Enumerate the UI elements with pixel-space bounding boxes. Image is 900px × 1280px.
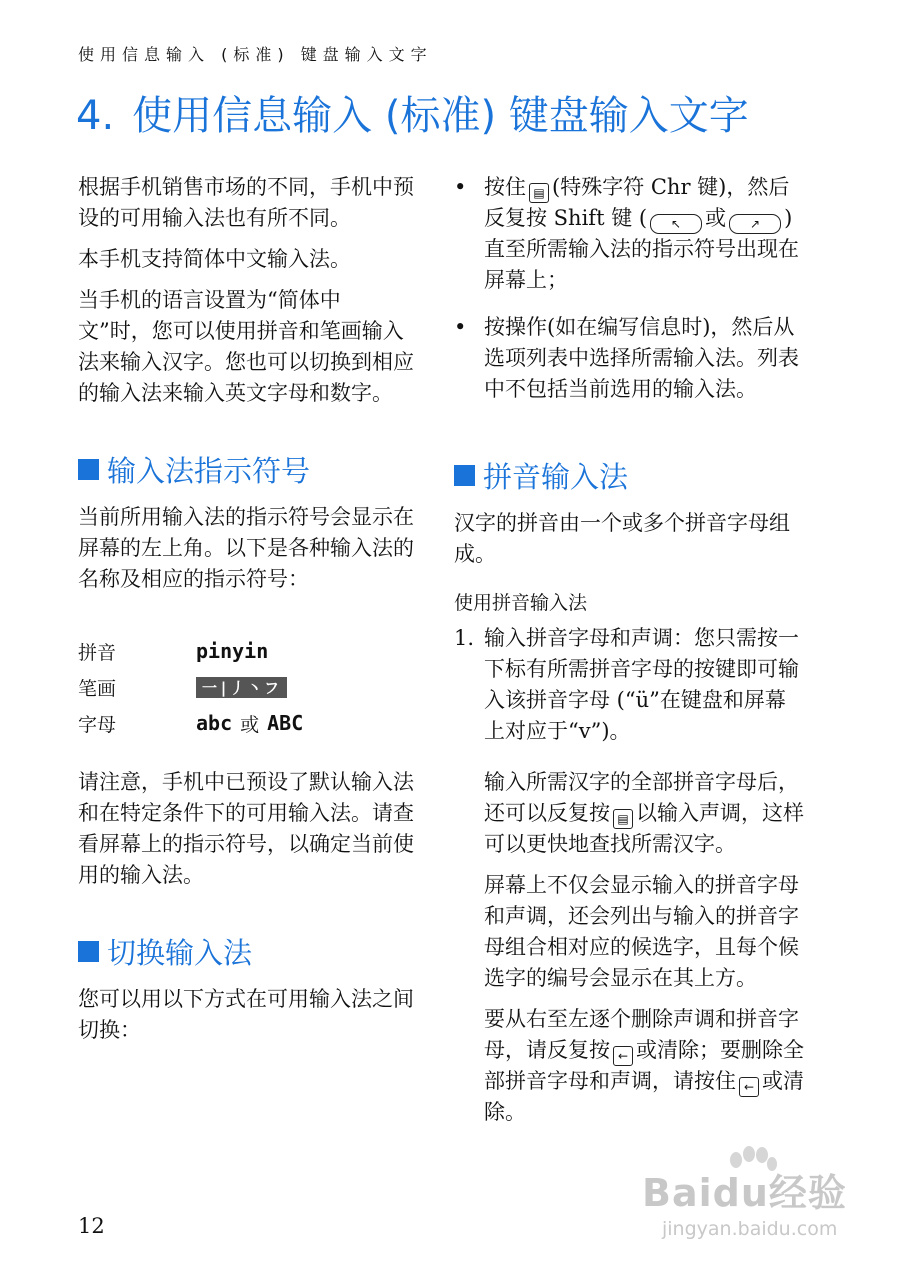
watermark-brand: Baidu经验 bbox=[642, 1171, 847, 1215]
backspace-key-icon: ← bbox=[739, 1077, 759, 1097]
section-title: 拼音输入法 bbox=[483, 460, 629, 494]
indicator-row bbox=[78, 669, 414, 705]
text-run: 按 bbox=[484, 315, 505, 339]
watermark-url: jingyan.baidu.com bbox=[662, 1218, 838, 1240]
text-run: 按住 bbox=[484, 175, 526, 199]
indicator-row bbox=[78, 705, 414, 741]
page-number: 12 bbox=[78, 1214, 105, 1238]
backspace-key-icon: ← bbox=[613, 1046, 633, 1066]
section-title: 输入法指示符号 bbox=[107, 454, 311, 488]
section-heading-pinyin bbox=[454, 455, 804, 496]
stroke-indicator-icon: 一|丿丶フ bbox=[196, 677, 287, 698]
indicator-description: 当前所用输入法的指示符号会显示在屏幕的左上角。以下是各种输入法的名称及相应的指示符号： bbox=[78, 505, 414, 591]
item-text bbox=[484, 623, 804, 747]
left-column bbox=[78, 172, 414, 1056]
text-run: ) 直至所需输入法的指示符号出现在屏幕上； bbox=[484, 206, 799, 292]
right-column bbox=[454, 172, 804, 1138]
chr-key-icon: ▤ bbox=[529, 183, 549, 203]
indicator-name: 拼音 bbox=[78, 641, 117, 664]
section-heading-indicator bbox=[78, 449, 414, 490]
numbered-item bbox=[454, 623, 804, 757]
text-run: ：您只需按一下标有所需拼音字母的按键即可输入该拼音字母 (“ü”在键盘和屏幕上对应于“v”)。 bbox=[484, 626, 799, 743]
pinyin-description: 汉字的拼音由一个或多个拼音字母组成。 bbox=[454, 511, 790, 566]
square-bullet-icon bbox=[78, 941, 99, 962]
indicator-note: 请注意，手机中已预设了默认输入法和在特定条件下的可用输入法。请查看屏幕上的指示符号，以确定当前使用的输入法。 bbox=[78, 770, 414, 887]
shift-right-key-icon: ↗ bbox=[729, 214, 781, 234]
switch-description: 您可以用以下方式在可用输入法之间切换： bbox=[78, 987, 414, 1042]
item-number: 1. bbox=[454, 626, 475, 650]
section-title: 切换输入法 bbox=[107, 936, 253, 970]
ui-term: 操作 bbox=[505, 315, 547, 339]
tone-paragraph bbox=[484, 767, 804, 860]
running-head: 使用信息输入 (标准) 键盘输入文字 bbox=[78, 45, 433, 64]
bullet-mark: • bbox=[454, 175, 467, 199]
indicator-table bbox=[78, 633, 414, 741]
indicator-name: 笔画 bbox=[78, 677, 117, 700]
bullet-text bbox=[484, 172, 804, 296]
text-run: 要从右至左逐个删除声调和拼音字母，请反复按 bbox=[484, 1007, 799, 1062]
text-run: 或 bbox=[762, 1069, 783, 1093]
pinyin-indicator-icon: pinyin bbox=[196, 639, 269, 663]
text-run: 输入所需汉字的全部拼音字母后，还可以反复按 bbox=[484, 770, 799, 825]
text-run: 以输入声调，这样可以更快地查找所需汉字。 bbox=[484, 801, 804, 856]
chr-key-icon: ▤ bbox=[613, 809, 633, 829]
text-run: (如在编写信息时)，然后从选项列表中选择所需输入法。列表中不包括当前选用的输入法。 bbox=[484, 315, 799, 401]
intro-paragraph-1: 根据手机销售市场的不同，手机中预设的可用输入法也有所不同。 bbox=[78, 175, 414, 230]
indicator-name: 字母 bbox=[78, 713, 117, 736]
text-run: 或 bbox=[636, 1038, 657, 1062]
ui-term: 输入拼音字母和声调 bbox=[484, 626, 673, 650]
square-bullet-icon bbox=[454, 465, 475, 486]
shift-left-key-icon: ↖ bbox=[650, 214, 702, 234]
or-text: 或 bbox=[240, 713, 260, 736]
watermark bbox=[612, 1140, 860, 1260]
ui-term: 清除 bbox=[484, 1069, 804, 1124]
bullet-mark: • bbox=[454, 315, 467, 339]
text-run: (特殊字符 Chr 键)，然后反复按 Shift 键 ( bbox=[484, 175, 790, 230]
chapter-title bbox=[76, 84, 749, 141]
list-item bbox=[454, 312, 804, 415]
bullet-text bbox=[484, 312, 804, 405]
chapter-title-text: 使用信息输入 (标准) 键盘输入文字 bbox=[132, 93, 749, 139]
text-run: ；要删除全部拼音字母和声调，请按住 bbox=[484, 1038, 804, 1093]
lowercase-indicator-icon: abc bbox=[196, 711, 233, 735]
candidate-paragraph: 屏幕上不仅会显示输入的拼音字母和声调，还会列出与输入的拼音字母组合相对应的候选字，且每个候选字的编号会显示在其上方。 bbox=[484, 873, 799, 990]
square-bullet-icon bbox=[78, 459, 99, 480]
sub-heading: 使用拼音输入法 bbox=[454, 592, 588, 614]
delete-paragraph bbox=[484, 1004, 804, 1128]
ui-term: 清除 bbox=[657, 1038, 699, 1062]
list-item bbox=[454, 172, 804, 306]
text-run: 或 bbox=[705, 206, 727, 230]
chapter-number: 4. bbox=[76, 93, 115, 139]
indicator-row bbox=[78, 633, 414, 669]
section-heading-switch bbox=[78, 931, 414, 972]
text-run: 。 bbox=[505, 1100, 526, 1124]
intro-paragraph-3: 当手机的语言设置为“简体中文”时，您可以使用拼音和笔画输入法来输入汉字。您也可以切换到相应的输入法来输入英文字母和数字。 bbox=[78, 288, 414, 405]
uppercase-indicator-icon: ABC bbox=[267, 711, 304, 735]
intro-paragraph-2: 本手机支持简体中文输入法。 bbox=[78, 247, 351, 271]
